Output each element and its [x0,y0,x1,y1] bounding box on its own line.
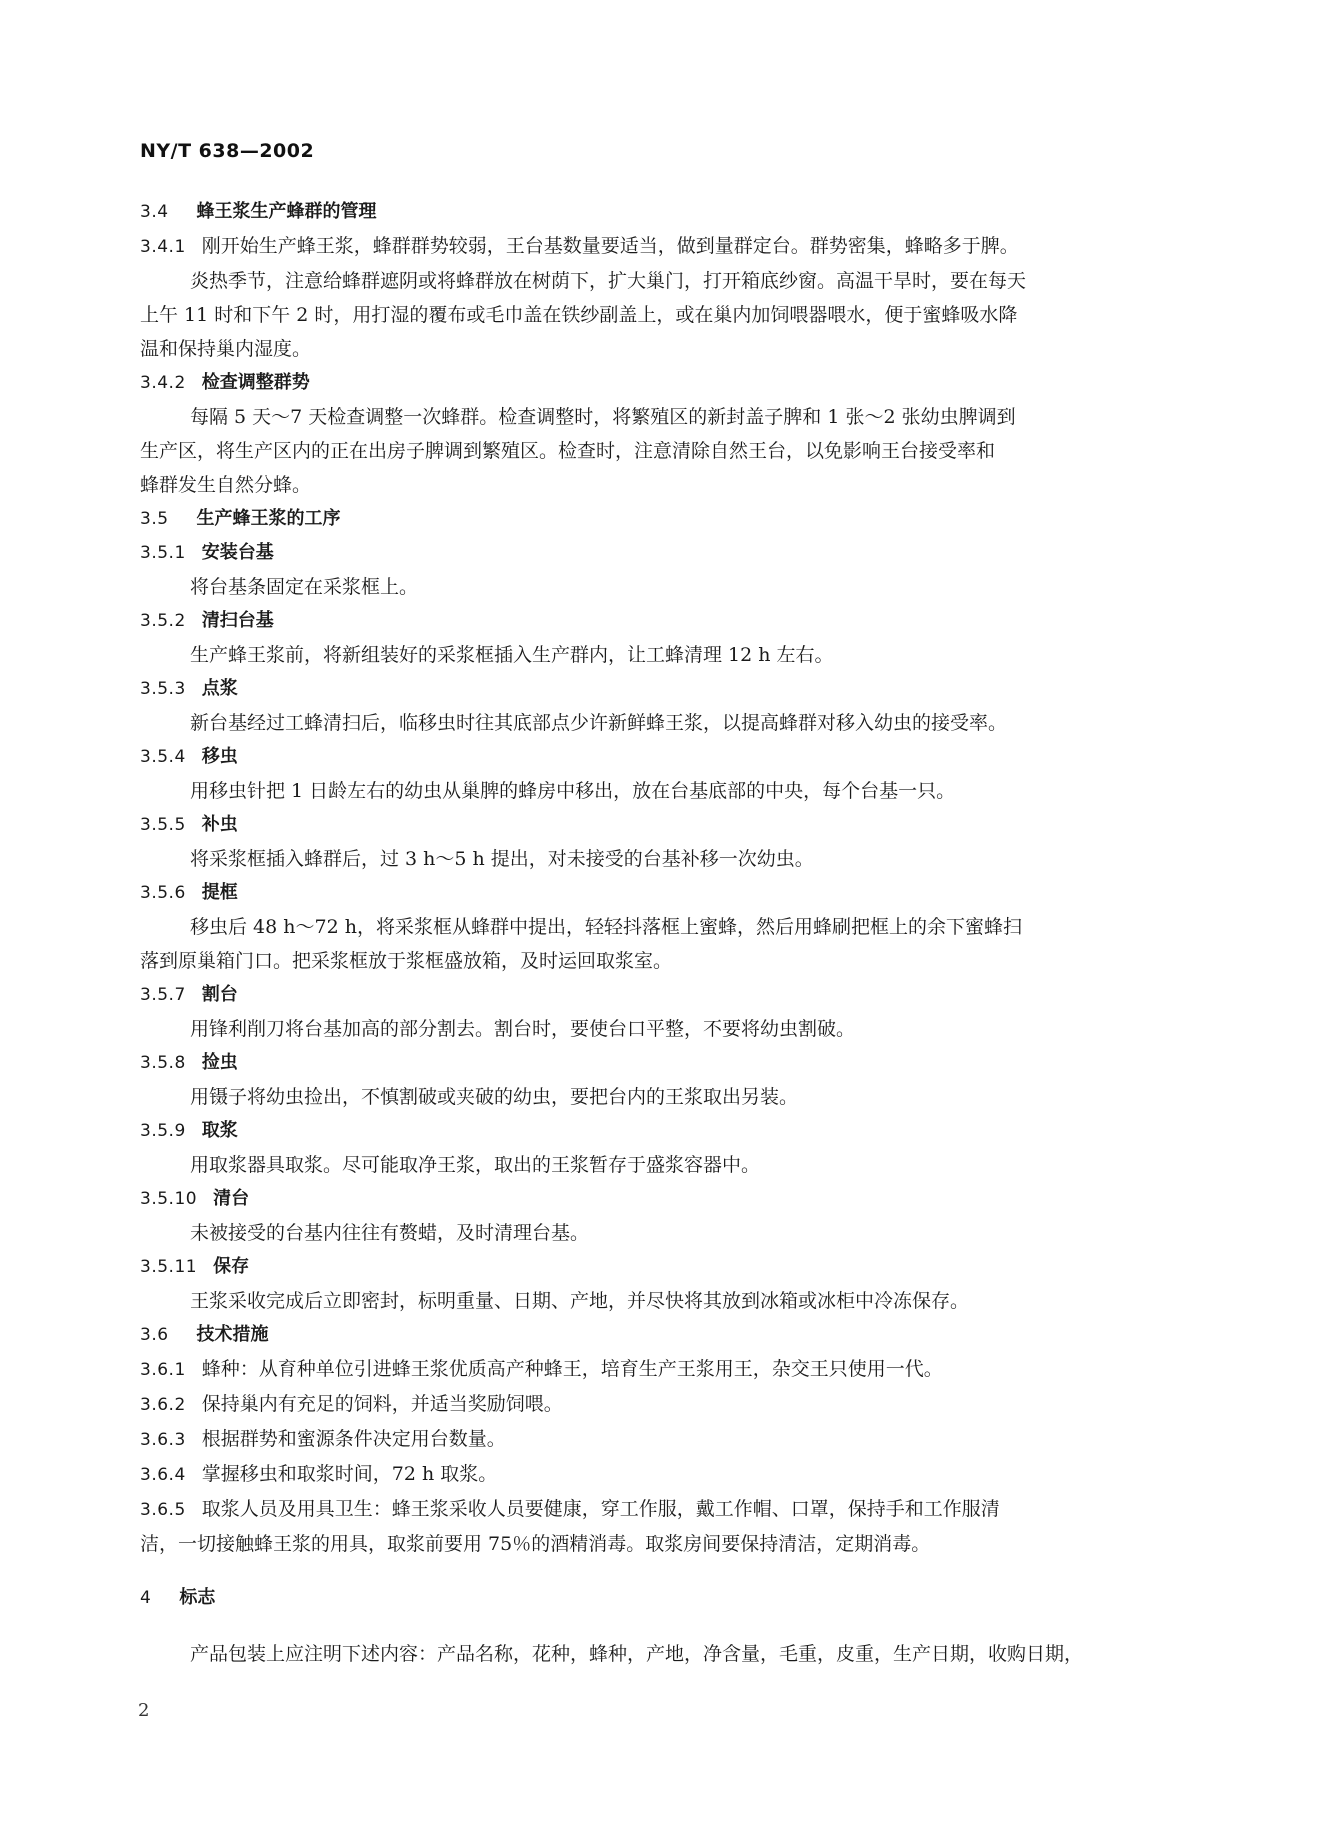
measure-number: 3.6.4 [140,1465,186,1485]
section-number: 3.4 [140,202,169,222]
step-heading-3-5-8 [140,1046,1175,1080]
section-title: 技术措施 [196,1324,269,1345]
step-title: 安装台基 [201,542,274,563]
step-number: 3.5.8 [140,1053,186,1073]
step-3-5-6-text-2: 落到原巢箱门口。把采浆框放于浆框盛放箱，及时运回取浆室。 [140,950,673,972]
step-title: 取浆 [201,1120,238,1141]
step-heading-3-5-10 [140,1182,1175,1216]
step-title: 清扫台基 [201,610,274,631]
step-title: 保存 [213,1256,250,1277]
step-number: 3.5.11 [140,1257,198,1277]
step-title: 点浆 [201,678,238,699]
page-number: 2 [138,1700,150,1721]
measure-3-6-1 [140,1352,1175,1387]
section-heading-4 [140,1581,1175,1615]
step-number: 3.5.5 [140,815,186,835]
step-title: 清台 [213,1188,250,1209]
step-title: 提框 [201,882,238,903]
clause-3-4-2-line-1: 每隔 5 天～7 天检查调整一次蜂群。检查调整时，将繁殖区的新封盖子脾和 1 张～2 张幼虫脾调到 [190,406,1016,428]
clause-number: 3.4.1 [140,237,186,257]
measure-3-6-5-line-2: 洁，一切接触蜂王浆的用具，取浆前要用 75％的酒精消毒。取浆房间要保持清洁，定期消毒。 [140,1533,931,1555]
step-3-5-11-text: 王浆采收完成后立即密封，标明重量、日期、产地，并尽快将其放到冰箱或冰柜中冷冻保存。 [190,1290,970,1312]
step-number: 3.5.3 [140,679,186,699]
step-heading-3-5-2 [140,604,1175,638]
paragraph-spacer [140,1615,1175,1637]
clause-3-4-2-line-3: 蜂群发生自然分蜂。 [140,474,312,496]
step-number: 3.5.10 [140,1189,198,1209]
step-heading-3-5-11 [140,1250,1175,1284]
step-3-5-2-text: 生产蜂王浆前，将新组装好的采浆框插入生产群内，让工蜂清理 12 h 左右。 [190,644,834,666]
step-title: 捡虫 [201,1052,238,1073]
step-number: 3.5.6 [140,883,186,903]
document-body [140,195,1175,1671]
step-number: 3.5.1 [140,543,186,563]
step-title: 割台 [201,984,238,1005]
step-number: 3.5.2 [140,611,186,631]
step-heading-3-5-5 [140,808,1175,842]
step-heading-3-5-4 [140,740,1175,774]
measure-text: 蜂种：从育种单位引进蜂王浆优质高产种蜂王，培育生产王浆用王，杂交王只使用一代。 [201,1358,943,1380]
section-4-text: 产品包装上应注明下述内容：产品名称，花种，蜂种，产地，净含量，毛重，皮重，生产日期，收购日期， [190,1643,1084,1665]
clause-text: 刚开始生产蜂王浆，蜂群群势较弱，王台基数量要适当，做到量群定台。群势密集，蜂略多于脾。 [201,235,1019,257]
step-heading-3-5-3 [140,672,1175,706]
step-3-5-10-text: 未被接受的台基内往往有赘蜡，及时清理台基。 [190,1222,590,1244]
section-spacer [140,1561,1175,1581]
step-heading-3-5-9 [140,1114,1175,1148]
step-number: 3.5.9 [140,1121,186,1141]
section-number: 3.5 [140,509,169,529]
clause-3-4-2-line-2: 生产区，将生产区内的正在出房子脾调到繁殖区。检查时，注意清除自然王台，以免影响王台接受率和 [140,440,996,462]
measure-3-6-2 [140,1387,1175,1422]
step-heading-3-5-6 [140,876,1175,910]
step-number: 3.5.7 [140,985,186,1005]
section-title: 标志 [179,1587,216,1608]
step-3-5-4-text: 用移虫针把 1 日龄左右的幼虫从巢脾的蜂房中移出，放在台基底部的中央，每个台基一只。 [190,780,956,802]
step-number: 3.5.4 [140,747,186,767]
measure-text: 根据群势和蜜源条件决定用台数量。 [201,1428,506,1450]
step-heading-3-5-1 [140,536,1175,570]
clause-3-4-1-line-2: 炎热季节，注意给蜂群遮阴或将蜂群放在树荫下，扩大巢门，打开箱底纱窗。高温干旱时，要在每天 [190,270,1027,292]
step-3-5-1-text: 将台基条固定在采浆框上。 [190,576,419,598]
measure-text: 掌握移虫和取浆时间，72 h 取浆。 [201,1463,498,1485]
step-3-5-9-text: 用取浆器具取浆。尽可能取净王浆，取出的王浆暂存于盛浆容器中。 [190,1154,761,1176]
section-number: 3.6 [140,1325,169,1345]
step-3-5-7-text: 用锋利削刀将台基加高的部分割去。割台时，要使台口平整，不要将幼虫割破。 [190,1018,856,1040]
measure-number: 3.6.5 [140,1500,186,1520]
measure-3-6-4 [140,1457,1175,1492]
step-3-5-6-text-1: 移虫后 48 h～72 h，将采浆框从蜂群中提出，轻轻抖落框上蜜蜂，然后用蜂刷把框上的余下蜜蜂扫 [190,916,1022,938]
section-heading-3-5 [140,502,1175,536]
measure-3-6-3 [140,1422,1175,1457]
clause-3-4-1-line-3: 上午 11 时和下午 2 时，用打湿的覆布或毛巾盖在铁纱副盖上，或在巢内加饲喂器喂水，便于蜜蜂吸水降 [140,304,1018,326]
section-title: 蜂王浆生产蜂群的管理 [196,201,377,222]
measure-text: 取浆人员及用具卫生：蜂王浆采收人员要健康，穿工作服，戴工作帽、口罩，保持手和工作服清 [201,1498,1000,1520]
section-title: 生产蜂王浆的工序 [196,508,341,529]
step-title: 移虫 [201,746,238,767]
standard-code-header: NY/T 638—2002 [140,140,315,162]
section-number: 4 [140,1588,152,1608]
section-heading-3-6 [140,1318,1175,1352]
clause-title: 检查调整群势 [201,372,310,393]
measure-3-6-5-line-1 [140,1492,1175,1527]
clause-heading-3-4-2 [140,366,1175,400]
step-heading-3-5-7 [140,978,1175,1012]
measure-number: 3.6.2 [140,1395,186,1415]
measure-number: 3.6.3 [140,1430,186,1450]
measure-text: 保持巢内有充足的饲料，并适当奖励饲喂。 [201,1393,563,1415]
clause-3-4-1-line-4: 温和保持巢内湿度。 [140,338,312,360]
clause-number: 3.4.2 [140,373,186,393]
section-heading-3-4 [140,195,1175,229]
step-title: 补虫 [201,814,238,835]
measure-number: 3.6.1 [140,1360,186,1380]
step-3-5-5-text: 将采浆框插入蜂群后，过 3 h～5 h 提出，对未接受的台基补移一次幼虫。 [190,848,814,870]
clause-3-4-1-line-1 [140,229,1175,264]
step-3-5-8-text: 用镊子将幼虫捡出，不慎割破或夹破的幼虫，要把台内的王浆取出另装。 [190,1086,799,1108]
step-3-5-3-text: 新台基经过工蜂清扫后，临移虫时往其底部点少许新鲜蜂王浆，以提高蜂群对移入幼虫的接受率。 [190,712,1008,734]
